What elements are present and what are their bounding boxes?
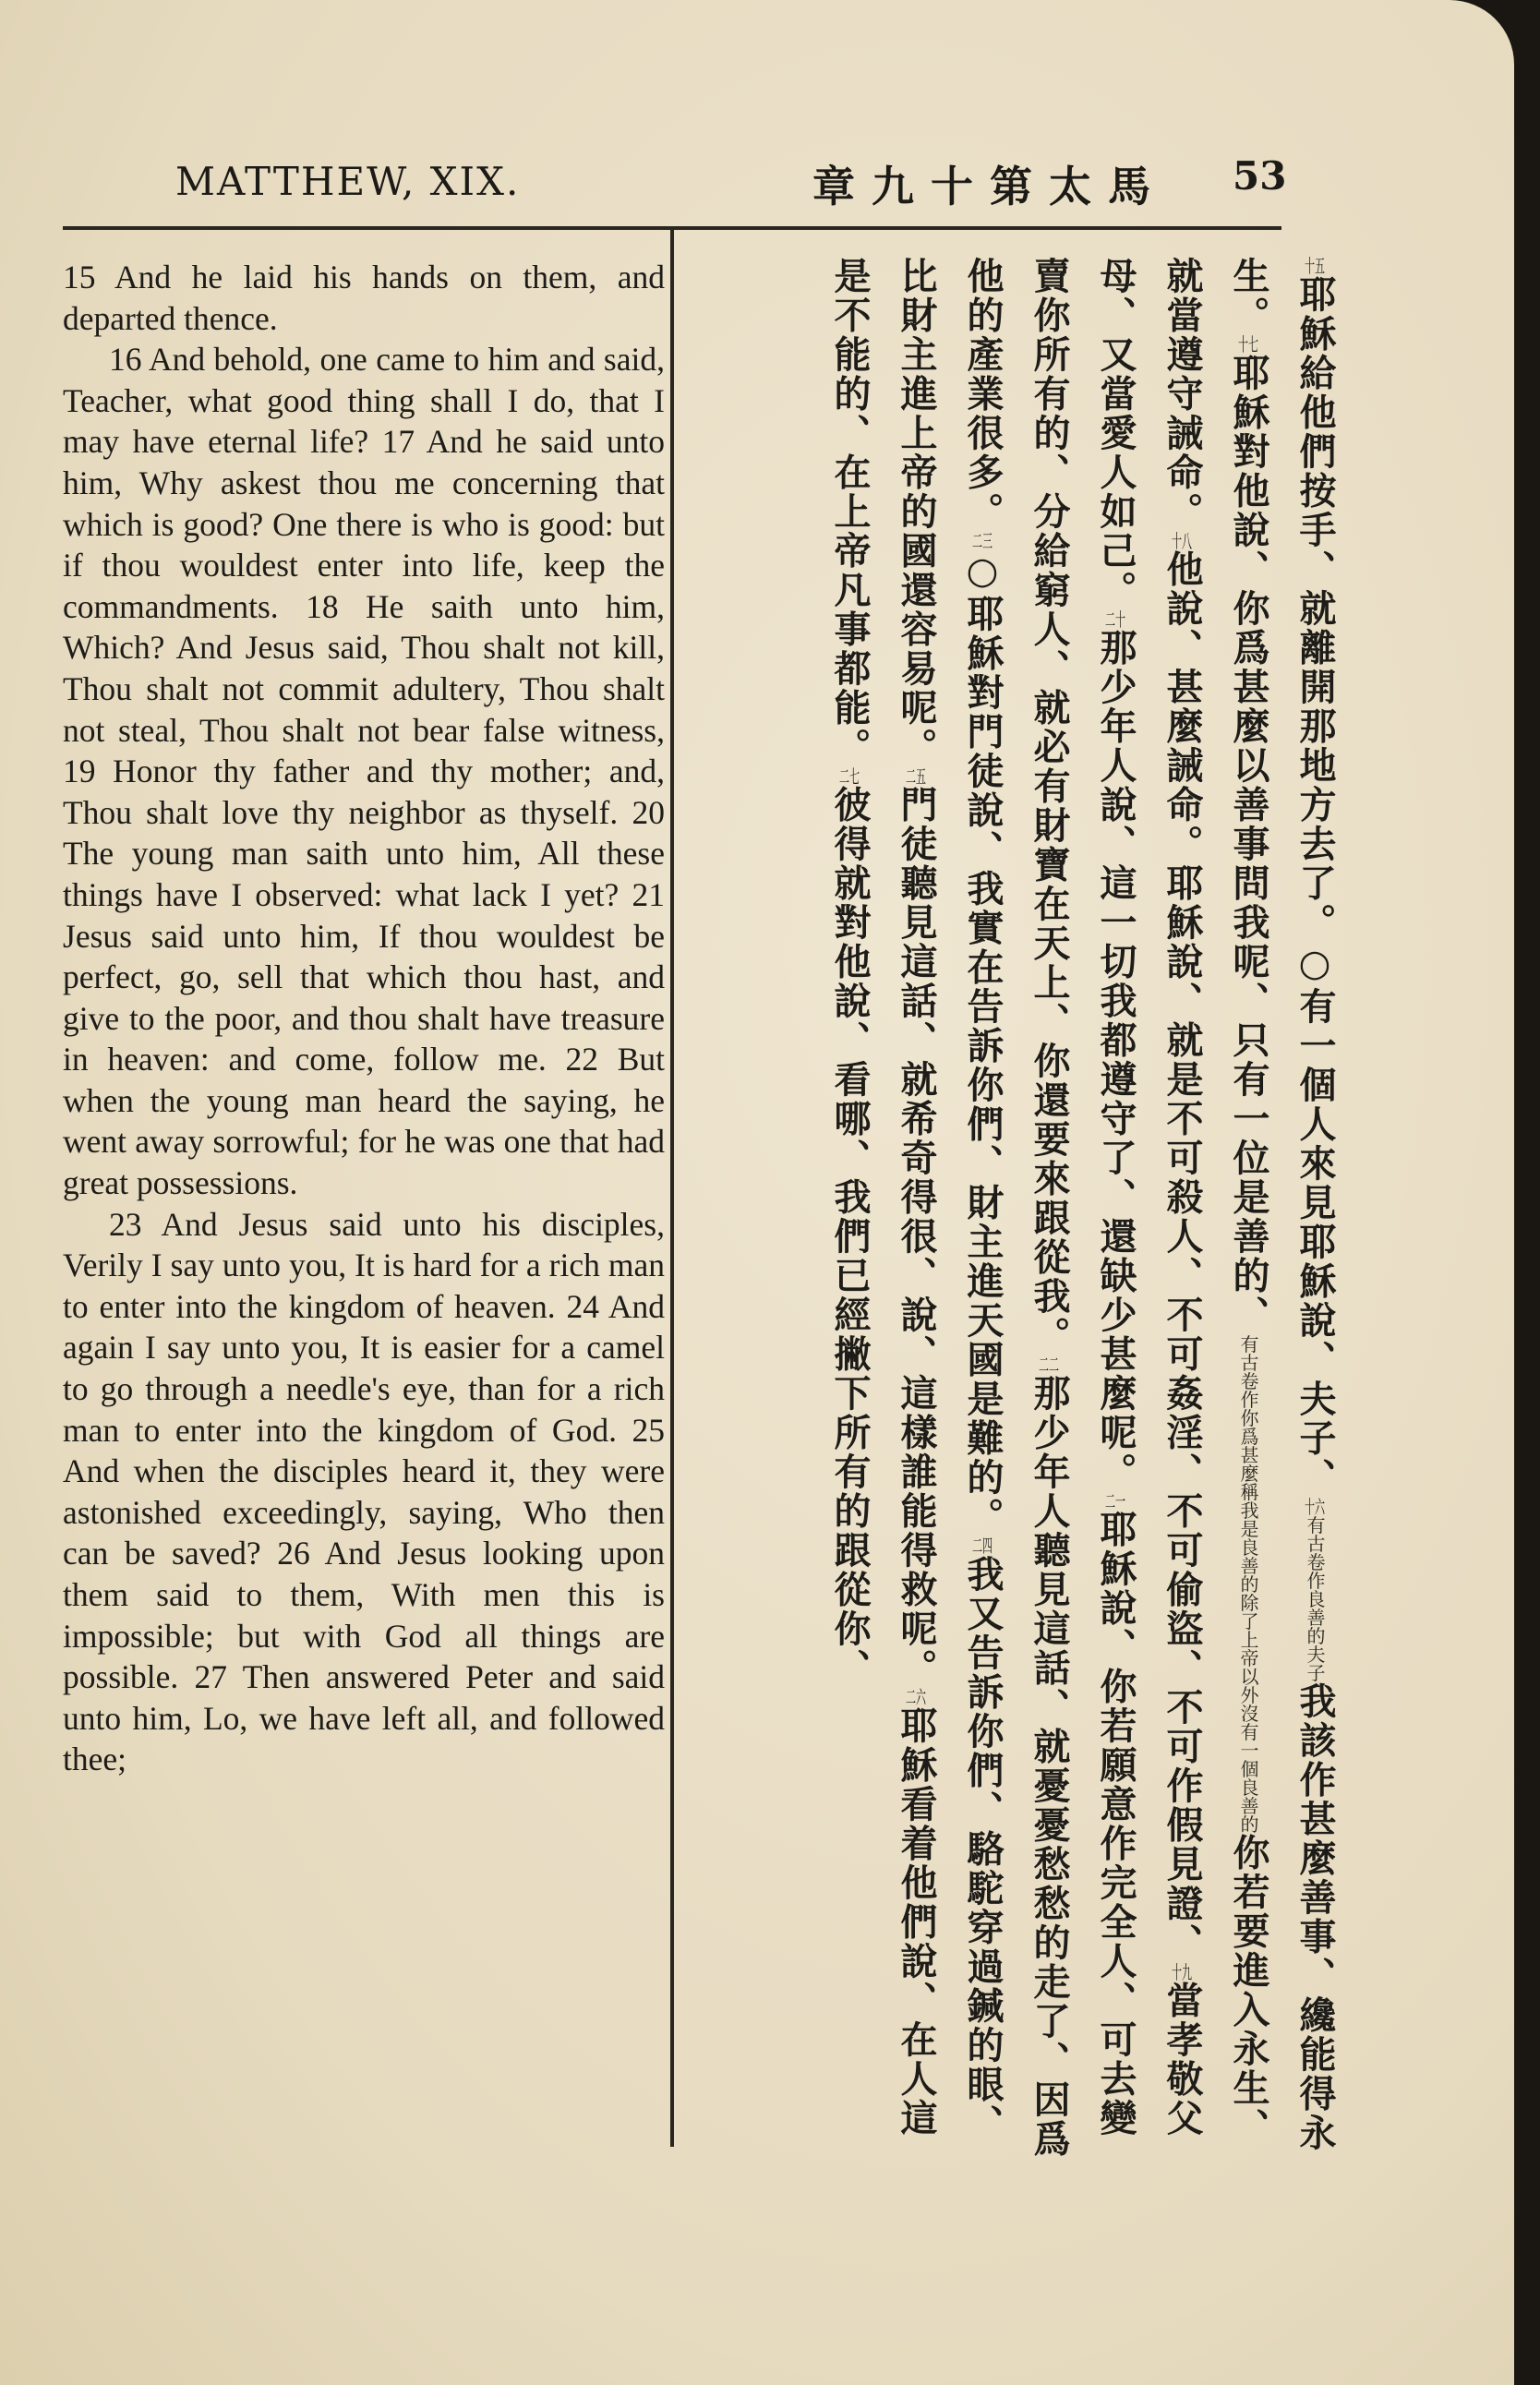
- verse-number: 二四: [972, 1536, 993, 1555]
- verse-text: 那少年人聽見這話、就憂憂愁愁的走了、因爲他的產業很多。: [961, 257, 1070, 2159]
- verse-text: And he laid his hands on them, and departed thence.: [63, 259, 665, 337]
- verse-text: And again I say unto you, It is easier for a camel to go through a needle's eye, than for a rich man to enter into the kingdom of God.: [63, 1287, 665, 1449]
- verse-text: 耶穌說、你若願意作完全人、可去變賣你所有的、分給窮人、就必有財寶在天上、你還要來跟從我。: [1028, 257, 1137, 2138]
- verse-number: 十五: [1305, 257, 1325, 275]
- variant-note: 有古卷作你爲甚麼稱我是良善的除了上帝以外沒有一個良善的: [1237, 1334, 1259, 1834]
- verse-number: 24: [566, 1287, 608, 1325]
- verse-text: 耶穌給他們按手、就離開那地方去了。: [1293, 275, 1336, 943]
- page-header: [0, 0, 1514, 212]
- verse-number: 27: [194, 1658, 243, 1696]
- verse-text: 耶穌看着他們說、在人這是不能的、在上帝凡事都能。: [828, 257, 937, 2138]
- verse-number: 十八: [1172, 531, 1192, 550]
- verse-number: 23: [109, 1205, 162, 1243]
- verse-number: 十七: [1238, 335, 1258, 354]
- verse-text: And he said unto him, Why askest thou me concerning that which is good? One there is who is good: but if thou wouldest enter into life, keep the commandments.: [63, 423, 665, 625]
- verse-number: 26: [277, 1535, 325, 1572]
- verse-text: 他說、甚麼誡命。耶穌說、就是不可殺人、不可姦淫、不可偷盜、不可作假見證、: [1161, 549, 1203, 1963]
- english-paragraph: [63, 1204, 665, 1780]
- page-number: 53: [1233, 153, 1287, 199]
- verse-number: 十九: [1172, 1962, 1192, 1981]
- verse-number: 21: [632, 875, 665, 913]
- verse-number: 二七: [839, 766, 860, 786]
- chinese-column: [683, 257, 1348, 2159]
- verse-text: And Jesus said unto his disciples, Verily I say unto you, It is hard for a rich man to enter into the kingdom of heaven.: [63, 1205, 665, 1325]
- english-column: [63, 257, 665, 1780]
- verse-text: Jesus said unto him, If thou wouldest be perfect, go, sell that which thou hast, and give to the poor, and thou shalt have treasure in heaven: and come, follow me.: [63, 917, 665, 1078]
- verse-text: 我又告訴你們、駱駝穿過鍼的眼、比財主進上帝的國還容易呢。: [895, 257, 1004, 2144]
- running-head-english: MATTHEW, XIX.: [175, 159, 521, 204]
- verse-number: 25: [632, 1411, 665, 1449]
- verse-text: ○有一個人來見耶穌說、夫子、: [1293, 942, 1336, 1498]
- verse-text: 那少年人說、這一切我都遵守了、還缺少甚麼呢。: [1094, 628, 1137, 1492]
- verse-text: 彼得就對他說、看哪、我們已經撇下所有的跟從你、: [828, 785, 871, 1688]
- verse-number: 17: [381, 423, 427, 461]
- verse-number: 22: [565, 1041, 618, 1078]
- variant-note: 有古卷作良善的夫子: [1304, 1515, 1326, 1682]
- verse-text: 當孝敬父母、又當愛人如己。: [1094, 257, 1203, 2138]
- verse-number: 16: [109, 341, 149, 379]
- verse-text: Then answered Peter and said unto him, Lo, we have left all, and followed thee;: [63, 1658, 666, 1778]
- verse-text: ○耶穌對門徒說、我實在告訴你們、財主進天國是難的。: [961, 549, 1004, 1536]
- running-head-chinese: 章九十第太馬: [812, 162, 1167, 211]
- verse-number: 十六: [1305, 1497, 1325, 1516]
- verse-text: And when the disciples heard it, they were astonished exceedingly, saying, Who then can be saved?: [63, 1452, 665, 1572]
- verse-number: 二二: [1039, 1355, 1059, 1374]
- verse-text: But when the young man heard the saying, he went away sorrowful; for he was one that had great possessions.: [63, 1041, 666, 1202]
- verse-text: 你若要進入永生、就當遵守誡命。: [1161, 257, 1269, 2148]
- verse-number: 二三: [972, 531, 993, 550]
- verse-text: He saith unto him, Which? And Jesus said, Thou shalt not kill, Thou shalt not commit adultery, Thou shalt not steal, Thou shalt not bear false witness,: [63, 587, 666, 749]
- english-paragraph: [63, 339, 665, 1203]
- verse-number: 19: [63, 753, 114, 790]
- verse-number: 二一: [1105, 1491, 1125, 1511]
- verse-number: 18: [306, 587, 367, 625]
- verse-text: And behold, one came to him and said, Teacher, what good thing shall I do, that I may have eternal life?: [63, 341, 665, 461]
- verse-text: 耶穌對他說、你爲甚麼以善事問我呢、只有一位是善的、: [1227, 354, 1269, 1335]
- verse-text: 門徒聽見這話、就希奇得很、說、這樣誰能得救呢。: [895, 785, 937, 1688]
- column-divider: [670, 226, 674, 2147]
- verse-number: 15: [63, 259, 115, 295]
- verse-number: 20: [632, 793, 665, 831]
- verse-number: 二十: [1105, 609, 1125, 629]
- verse-text: And Jesus looking upon them said to them, With men this is impossible; but with God all things are possible.: [63, 1535, 665, 1696]
- verse-number: 二六: [906, 1688, 926, 1706]
- verse-text: 我該作甚麼善事、纔能得永生。: [1227, 257, 1336, 2153]
- verse-text: Honor thy father and thy mother; and, Thou shalt love thy neighbor as thyself.: [63, 753, 665, 831]
- english-paragraph: [63, 257, 665, 339]
- verse-number: 二五: [906, 766, 926, 786]
- verse-text: The young man saith unto him, All these things have I observed: what lack I yet?: [63, 835, 665, 913]
